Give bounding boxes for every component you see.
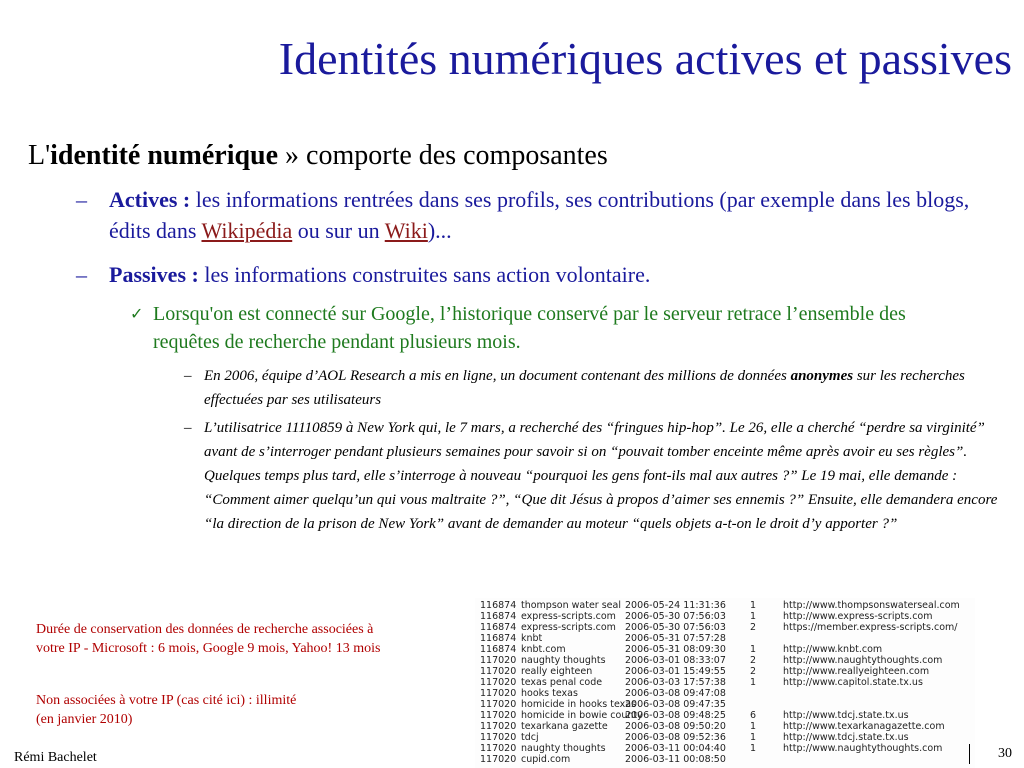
google-text: Lorsqu'on est connecté sur Google, l’historique conservé par le serveur retrace l’ensemble des requêtes de recherche pendant plusieurs mois. (153, 303, 906, 353)
log-rank: 1 (750, 600, 757, 611)
retention-note: Durée de conservation des données de recherche associées à votre IP - Microsoft : 6 mois, Google 9 mois, Yahoo! 13 mois (36, 622, 381, 656)
log-url: http://www.texarkanagazette.com (783, 721, 945, 732)
log-date: 2006-05-31 07:57:28 (625, 633, 726, 644)
log-rank: 1 (750, 743, 757, 754)
actives-label: Actives : (109, 187, 191, 212)
log-rank: 1 (750, 721, 757, 732)
aol-text-1: En 2006, équipe d’AOL Research a mis en ligne, un document contenant des millions de données (204, 368, 791, 384)
log-rank: 2 (750, 622, 757, 633)
log-date: 2006-05-30 07:56:03 (625, 611, 726, 622)
log-query: homicide in hooks texas (521, 699, 637, 710)
log-url: http://www.capitol.state.tx.us (783, 677, 923, 688)
intro-prefix: L' (28, 140, 51, 171)
footer-author: Rémi Bachelet (14, 750, 97, 765)
log-id: 117020 (480, 710, 517, 721)
user-story-text: L’utilisatrice 11110859 à New York qui, le 7 mars, a recherché des “fringues hip-hop”. Le 26, elle a cherché “perdre sa virginité” avant de s’interroger pendant plusieurs semaines pour savoir si on “pouvait tomber enceinte même après avoir eu ses règles”. Quelques temps plus tard, elle s’interroge à nouveau “pourquoi les gens font-ils mal aux autres ?” Le 19 mai, elle demande : “Comment aimer quelqu’un qui vous maltraite ?”, “Que dit Jésus à propos d’aimer ses ennemis ?” Ensuite, elle demandera encore “la direction de la prison de New York” avant de demander au moteur “quels objets a-t-on le droit d’y apporter ?” (204, 420, 998, 532)
wiki-link[interactable]: Wiki (384, 218, 428, 243)
log-rank: 1 (750, 644, 757, 655)
log-date: 2006-05-24 11:31:36 (625, 600, 726, 611)
log-rank: 2 (750, 666, 757, 677)
bullet-passives (76, 259, 976, 290)
log-date: 2006-03-03 17:57:38 (625, 677, 726, 688)
log-url: http://www.knbt.com (783, 644, 883, 655)
log-id: 116874 (480, 611, 517, 622)
intro-suffix: » comporte des composantes (278, 140, 608, 171)
log-query: texas penal code (521, 677, 603, 688)
page-number: 30 (998, 746, 1012, 761)
dash-icon: – (76, 187, 87, 212)
log-rank: 6 (750, 710, 757, 721)
log-query: hooks texas (521, 688, 578, 699)
log-id: 117020 (480, 666, 517, 677)
log-id: 116874 (480, 600, 517, 611)
intro-bold: identité numérique (50, 140, 279, 171)
dash-icon: – (184, 368, 192, 384)
slide-title: Identités numériques actives et passives (278, 33, 1012, 84)
log-id: 117020 (480, 677, 517, 688)
aol-text-2: sur les recherches effectuées par ses utilisateurs (204, 368, 965, 408)
actives-text-1: les informations rentrées dans ses profils, ses contributions (par exemple dans les blogs, édits dans (109, 187, 970, 243)
log-query: knbt.com (521, 644, 566, 655)
intro-line (28, 140, 608, 172)
aol-log-screenshot (475, 598, 975, 768)
log-rank: 1 (750, 611, 757, 622)
log-query: tdcj (521, 732, 539, 743)
log-id: 117020 (480, 743, 517, 754)
log-query: homicide in bowie county (521, 710, 643, 721)
bullet-actives (76, 184, 976, 246)
log-date: 2006-03-08 09:48:25 (625, 710, 726, 721)
footer-divider (969, 744, 970, 764)
log-id: 117020 (480, 721, 517, 732)
log-url: https://member.express-scripts.com/ (783, 622, 958, 633)
log-id: 116874 (480, 644, 517, 655)
log-date: 2006-03-08 09:47:08 (625, 688, 726, 699)
log-query: naughty thoughts (521, 743, 606, 754)
aol-bold: anonymes (790, 368, 854, 384)
bullet-aol (184, 364, 999, 412)
log-url: http://www.naughtythoughts.com (783, 743, 943, 754)
log-date: 2006-03-08 09:50:20 (625, 721, 726, 732)
log-date: 2006-03-08 09:47:35 (625, 699, 726, 710)
log-query: express-scripts.com (521, 622, 616, 633)
passives-text: les informations construites sans action volontaire. (198, 262, 651, 287)
log-url: http://www.express-scripts.com (783, 611, 933, 622)
log-id: 116874 (480, 633, 517, 644)
unlimited-note: Non associées à votre IP (cas cité ici) : illimité (36, 693, 297, 708)
log-rank: 1 (750, 677, 757, 688)
log-id: 117020 (480, 754, 517, 765)
log-id: 117020 (480, 699, 517, 710)
log-query: texarkana gazette (521, 721, 608, 732)
log-id: 117020 (480, 655, 517, 666)
log-id: 117020 (480, 688, 517, 699)
passives-label: Passives : (109, 262, 199, 287)
log-query: knbt (521, 633, 543, 644)
log-query: thompson water seal (521, 600, 621, 611)
log-date: 2006-03-11 00:08:50 (625, 754, 726, 765)
log-query: naughty thoughts (521, 655, 606, 666)
log-id: 116874 (480, 622, 517, 633)
checkmark-icon: ✓ (130, 304, 144, 323)
actives-text-2: ou sur un (292, 218, 385, 243)
log-date: 2006-03-08 09:52:36 (625, 732, 726, 743)
dash-icon: – (184, 420, 192, 436)
log-query: really eighteen (521, 666, 593, 677)
log-date: 2006-03-11 00:04:40 (625, 743, 726, 754)
dash-icon: – (76, 262, 87, 287)
log-date: 2006-03-01 15:49:55 (625, 666, 726, 677)
log-url: http://www.tdcj.state.tx.us (783, 710, 909, 721)
log-url: http://www.naughtythoughts.com (783, 655, 943, 666)
log-date: 2006-05-31 08:09:30 (625, 644, 726, 655)
log-query: express-scripts.com (521, 611, 616, 622)
log-rank: 2 (750, 655, 757, 666)
log-url: http://www.reallyeighteen.com (783, 666, 930, 677)
log-rank: 1 (750, 732, 757, 743)
wikipedia-link[interactable]: Wikipédia (201, 218, 293, 243)
actives-text-3: )... (427, 218, 452, 243)
log-url: http://www.thompsonswaterseal.com (783, 600, 960, 611)
bullet-google (130, 300, 970, 356)
log-date: 2006-05-30 07:56:03 (625, 622, 726, 633)
log-url: http://www.tdcj.state.tx.us (783, 732, 909, 743)
log-id: 117020 (480, 732, 517, 743)
log-date: 2006-03-01 08:33:07 (625, 655, 726, 666)
log-query: cupid.com (521, 754, 571, 765)
date-note: (en janvier 2010) (36, 712, 133, 727)
bullet-user-story (184, 416, 999, 536)
